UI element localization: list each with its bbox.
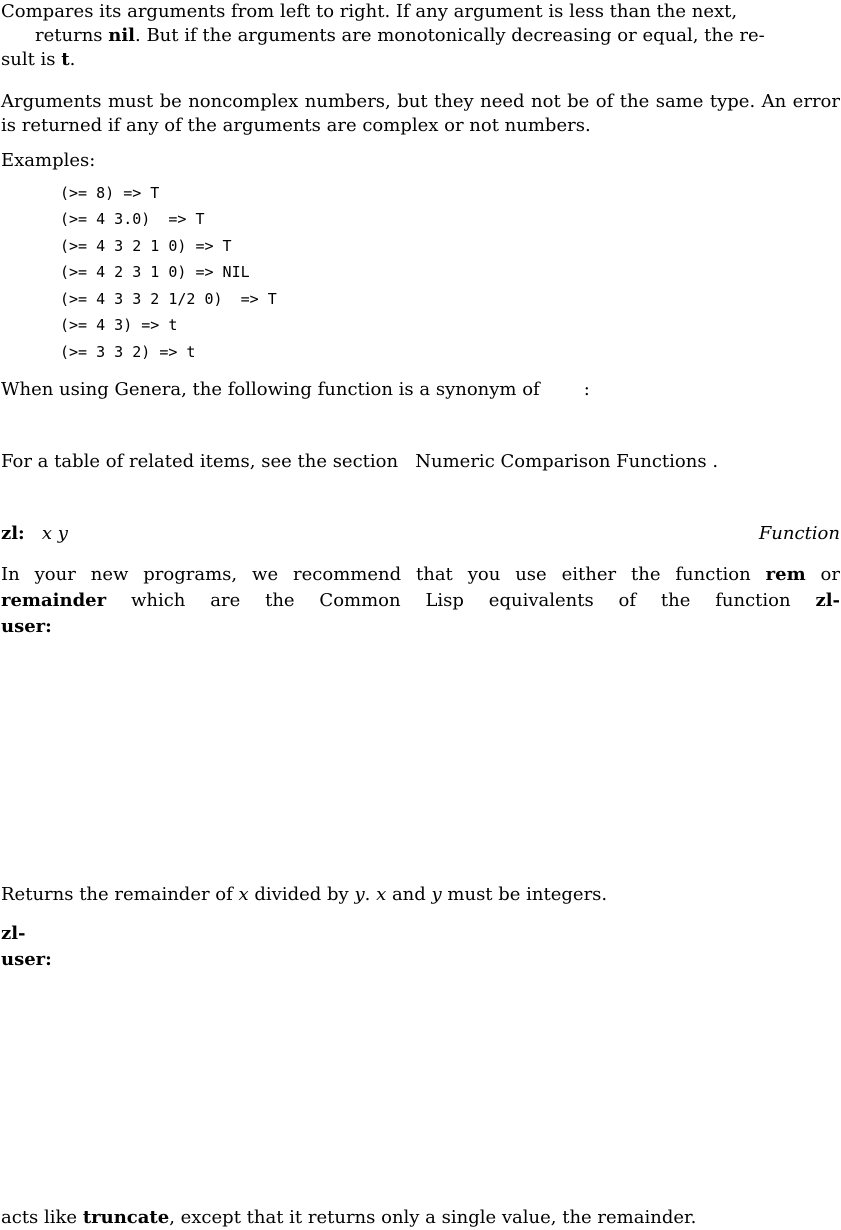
returns-x2: x bbox=[376, 884, 387, 905]
zl-returns-line bbox=[1, 883, 840, 907]
genera-text: When using Genera, the following function is a synonym of bbox=[1, 379, 540, 400]
gte-args-paragraph: Arguments must be noncomplex numbers, but they need not be of the same type. An error is returned if any of the arguments are complex or not numbers. bbox=[1, 91, 840, 136]
rem-keyword: rem bbox=[765, 564, 806, 585]
genera-synonym-line bbox=[1, 378, 840, 402]
zl-label-1: zl- bbox=[1, 923, 26, 944]
related-pre: For a table of related items, see the section bbox=[1, 451, 399, 472]
zl-rec-line3 bbox=[1, 614, 840, 640]
gte-desc-line1: Compares its arguments from left to right. If any argument is less than the next, bbox=[1, 1, 738, 22]
remainder-keyword: remainder bbox=[1, 590, 107, 611]
related-items-line bbox=[1, 450, 840, 474]
gte-desc-line3-pre: sult is bbox=[1, 49, 62, 70]
genera-colon: : bbox=[583, 379, 590, 400]
zl-keyword: zl- bbox=[815, 590, 840, 611]
acts-pre: acts like bbox=[1, 1207, 83, 1228]
zl-kind: Function bbox=[758, 523, 840, 544]
zl-rec-line1 bbox=[1, 562, 840, 588]
example-line-3: (>= 4 3 2 1 0) => T bbox=[60, 237, 232, 255]
zl-recommendation bbox=[1, 562, 840, 640]
t-keyword: t bbox=[61, 49, 70, 70]
user-keyword: user: bbox=[1, 616, 52, 637]
zl-heading-left bbox=[1, 522, 68, 546]
returns-x: x bbox=[238, 884, 249, 905]
nil-keyword: nil bbox=[108, 25, 136, 46]
gte-desc-line2-post: . But if the arguments are monotonically decreasing or equal, the re- bbox=[135, 25, 765, 46]
gte-desc-line3-post: . bbox=[69, 49, 76, 70]
zl-rec-or: or bbox=[805, 564, 840, 585]
zl-entry-heading bbox=[1, 522, 840, 548]
zl-rec-line2 bbox=[1, 588, 840, 614]
zl-rec-pre: In your new programs, we recommend that you use either the function bbox=[1, 564, 766, 585]
zl-label-2: user: bbox=[1, 949, 52, 970]
zl-arg-y: y bbox=[57, 523, 68, 544]
gte-desc-line3 bbox=[1, 48, 840, 72]
example-line-4: (>= 4 2 3 1 0) => NIL bbox=[60, 263, 250, 281]
zl-rec-mid: which are the Common Lisp equivalents of the function bbox=[106, 590, 816, 611]
returns-and: and bbox=[386, 884, 432, 905]
related-post: . bbox=[712, 451, 719, 472]
returns-post: must be integers. bbox=[441, 884, 608, 905]
example-line-5: (>= 4 3 3 2 1/2 0) => T bbox=[60, 290, 277, 308]
example-line-1: (>= 8) => T bbox=[60, 184, 160, 202]
gte-desc-line2-pre: returns bbox=[35, 25, 109, 46]
returns-mid2: . bbox=[364, 884, 377, 905]
gte-description bbox=[1, 0, 840, 72]
zl-name: zl: bbox=[1, 523, 25, 544]
returns-y2: y bbox=[431, 884, 442, 905]
returns-pre: Returns the remainder of bbox=[1, 884, 239, 905]
acts-like-line bbox=[1, 1206, 840, 1230]
acts-post: , except that it returns only a single value, the remainder. bbox=[169, 1207, 697, 1228]
returns-mid1: divided by bbox=[248, 884, 355, 905]
example-line-7: (>= 3 3 2) => t bbox=[60, 343, 196, 361]
zl-arg-x: x bbox=[41, 523, 53, 544]
example-line-2: (>= 4 3.0) => T bbox=[60, 210, 205, 228]
returns-y: y bbox=[354, 884, 365, 905]
examples-label: Examples: bbox=[1, 150, 96, 171]
truncate-keyword: truncate bbox=[82, 1207, 170, 1228]
example-line-6: (>= 4 3) => t bbox=[60, 316, 178, 334]
numeric-comparison-link[interactable]: Numeric Comparison Functions bbox=[415, 451, 707, 472]
zl-user-label bbox=[1, 921, 840, 973]
gte-desc-line2 bbox=[1, 24, 840, 48]
